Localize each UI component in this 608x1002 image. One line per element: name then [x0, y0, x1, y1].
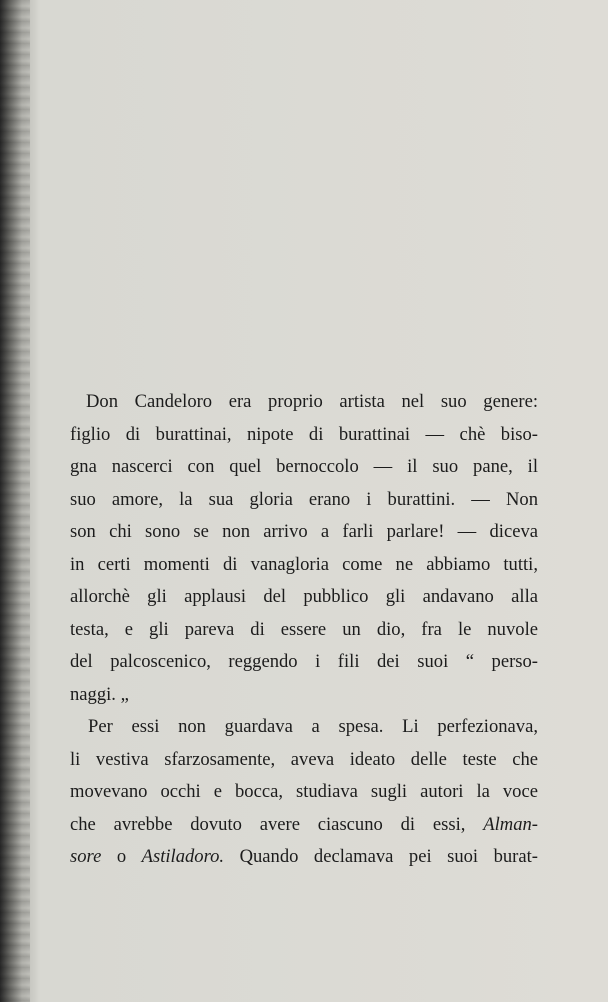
text-segment: o	[116, 846, 127, 867]
book-binding-edge	[0, 0, 30, 1002]
text-line	[70, 809, 538, 842]
body-text	[70, 386, 538, 874]
text-line: gna nascerci con quel bernoccolo — il suo pane, il	[70, 456, 538, 477]
text-segment: Quando declamava pei suoi burat-	[239, 846, 538, 867]
text-line: figlio di burattinai, nipote di burattinai — chè biso-	[70, 423, 538, 445]
text-line: li vestiva sfarzosamente, aveva ideato delle teste che	[70, 748, 538, 770]
text-segment: che avrebbe dovuto avere ciascuno di essi,	[70, 813, 466, 835]
text-line: testa, e gli pareva di essere un dio, fra le nuvole	[70, 618, 538, 640]
italic-name: Alman-	[483, 813, 538, 835]
text-line: suo amore, la sua gloria erano i burattini. — Non	[70, 488, 538, 510]
text-line: del palcoscenico, reggendo i fili dei suoi “ perso-	[70, 651, 538, 672]
paragraph-2	[70, 711, 538, 874]
text-line: naggi. „	[70, 683, 129, 705]
text-line: son chi sono se non arrivo a farli parlare! — diceva	[70, 521, 538, 542]
text-line: movevano occhi e bocca, studiava sugli autori la voce	[70, 781, 538, 802]
italic-name: Astiladoro.	[141, 846, 225, 867]
italic-name: sore	[70, 846, 102, 867]
text-line: Don Candeloro era proprio artista nel suo genere:	[86, 391, 538, 412]
text-line: allorchè gli applausi del pubblico gli andavano alla	[70, 586, 538, 607]
paragraph-1	[70, 386, 538, 711]
text-line: Per essi non guardava a spesa. Li perfezionava,	[88, 716, 538, 737]
text-line: in certi momenti di vanagloria come ne abbiamo tutti,	[70, 553, 538, 575]
text-line	[70, 841, 538, 874]
